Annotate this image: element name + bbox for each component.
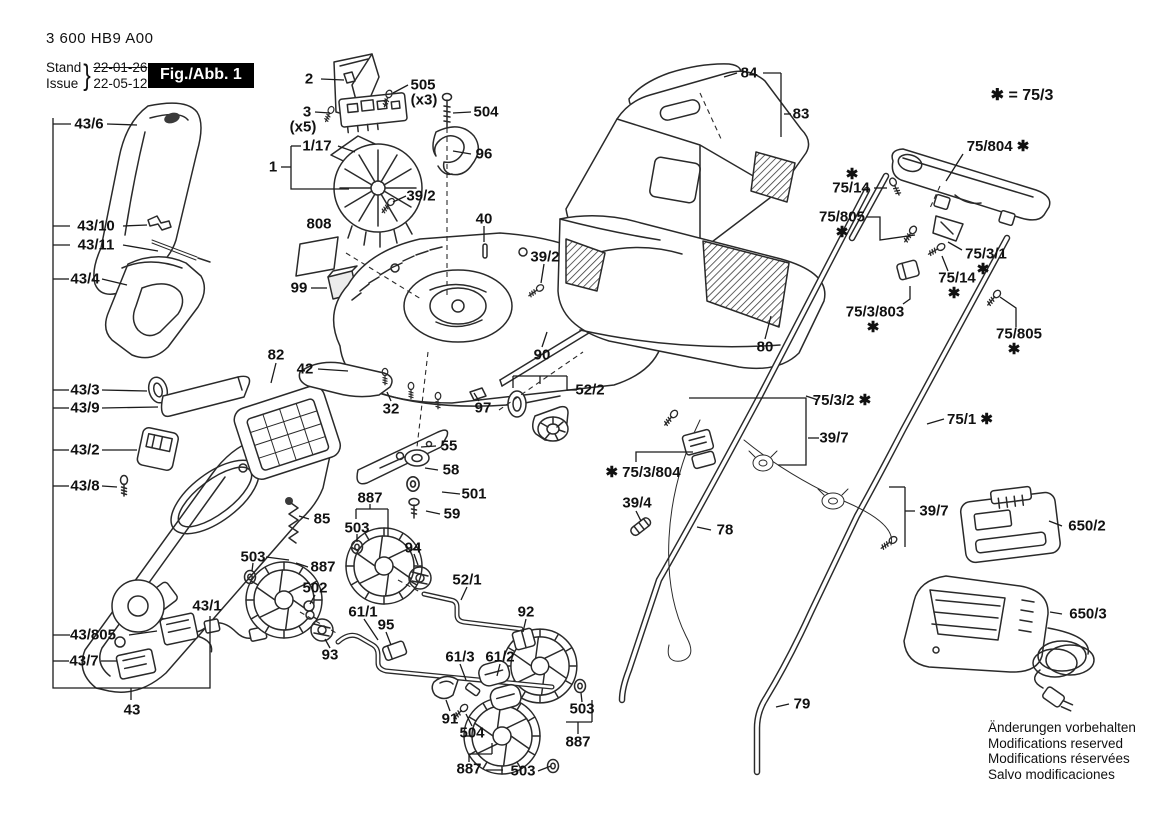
type-number: 3 600 HB9 A00 — [46, 30, 154, 47]
callout-75-3-1: 75/3/1 — [965, 245, 1007, 263]
screw-shape — [443, 94, 452, 129]
switch-shape — [136, 427, 179, 472]
screw-icon — [902, 225, 918, 244]
cable-clamp-shape — [682, 429, 718, 470]
leader-line — [927, 419, 944, 424]
callout-: ✱ — [835, 224, 849, 241]
trim-shape — [162, 376, 250, 416]
leader-line — [364, 619, 378, 640]
callout-503: 503 — [240, 548, 266, 566]
callout-505: 505 — [410, 76, 436, 94]
bearing-group-shape — [508, 391, 568, 441]
callout-75-805: 75/805 — [996, 325, 1042, 343]
callout-93: 93 — [321, 646, 339, 664]
callout-887: 887 — [565, 733, 591, 751]
key-shape — [465, 683, 480, 697]
callout-75-1: 75/1 ✱ — [947, 411, 993, 428]
callout-80: 80 — [756, 338, 774, 356]
callout-91: 91 — [441, 710, 459, 728]
callout-97: 97 — [474, 399, 492, 417]
washer-icon — [575, 680, 586, 693]
callout-52-2: 52/2 — [575, 381, 605, 399]
leader-line — [1050, 612, 1062, 614]
screw-icon — [879, 535, 898, 551]
callout-61-2: 61/2 — [485, 648, 515, 666]
sticker-shape — [296, 237, 338, 276]
screw-icon — [662, 409, 679, 427]
asterisk-legend: ✱ = 75/3 — [990, 87, 1054, 104]
leader-line — [453, 112, 471, 113]
leader-line — [636, 511, 641, 521]
issue-label: Issue — [46, 76, 79, 91]
blade-shape — [357, 430, 447, 484]
callout-43-1: 43/1 — [192, 597, 222, 615]
callout-39-2: 39/2 — [406, 187, 436, 205]
clamp-shape — [433, 127, 478, 175]
callout-92: 92 — [517, 603, 535, 621]
modification-notes — [988, 720, 1136, 782]
nut-shape — [304, 601, 314, 619]
callout-504: 504 — [473, 103, 499, 121]
battery-pack-shape — [959, 483, 1062, 563]
callout-78: 78 — [716, 521, 734, 539]
callout-61-3: 61/3 — [445, 648, 475, 666]
callout-52-1: 52/1 — [452, 571, 482, 589]
callout-43-8: 43/8 — [70, 477, 100, 495]
callout-55: 55 — [440, 437, 458, 455]
callout-75-14: 75/14 — [938, 269, 976, 287]
leader-line — [386, 632, 391, 645]
callout-75-14: 75/14 — [832, 179, 870, 197]
callout-650-3: 650/3 — [1069, 605, 1107, 623]
leader-line — [102, 390, 147, 391]
modification-note: Salvo modificaciones — [988, 766, 1115, 782]
callout-61-1: 61/1 — [348, 603, 378, 621]
leader-line — [461, 587, 467, 600]
callout-79: 79 — [793, 695, 811, 713]
callout-43-7: 43/7 — [69, 652, 99, 670]
pcb-shape — [339, 93, 408, 134]
callout-x5: (x5) — [289, 118, 317, 136]
charger-shape — [904, 576, 1094, 715]
callout-650-2: 650/2 — [1068, 517, 1106, 535]
callout-x3: (x3) — [410, 91, 438, 109]
callout-84: 84 — [740, 64, 758, 82]
washer-icon — [407, 477, 419, 491]
leader-line — [1000, 297, 1016, 327]
callout-43-9: 43/9 — [70, 399, 100, 417]
leader-line — [271, 363, 276, 383]
callout-43-3: 43/3 — [70, 381, 100, 399]
callout-: ✱ — [866, 319, 880, 336]
stand-issue-block — [46, 60, 147, 92]
callout-42: 42 — [296, 360, 314, 378]
clip-shape — [382, 640, 407, 661]
leader-line — [446, 700, 450, 711]
leader-line — [442, 492, 460, 494]
blade-hub-shape — [405, 450, 429, 466]
callout-43-805: 43/805 — [70, 626, 116, 644]
leader-line — [697, 527, 711, 530]
callout-43: 43 — [123, 701, 141, 719]
hubcap-shape — [311, 619, 333, 641]
callout-43-10: 43/10 — [77, 217, 115, 235]
callout-94: 94 — [404, 539, 422, 557]
callout-808: 808 — [306, 215, 332, 233]
axle-rod-shape — [424, 594, 521, 629]
leader-line — [866, 217, 915, 240]
leader-line — [393, 85, 408, 93]
callout-503: 503 — [344, 519, 370, 537]
callout-887: 887 — [456, 760, 482, 778]
callout-503: 503 — [569, 700, 595, 718]
callout-43-6: 43/6 — [74, 115, 104, 133]
leader-line — [266, 557, 289, 560]
callout-43-11: 43/11 — [77, 236, 115, 254]
callout-: ✱ — [947, 285, 961, 302]
callout-75-3-2: 75/3/2 ✱ — [812, 392, 872, 409]
callout-504: 504 — [459, 724, 485, 742]
callout-39-4: 39/4 — [622, 494, 652, 512]
callout-43-4: 43/4 — [70, 270, 100, 288]
callout-82: 82 — [267, 346, 285, 364]
callout-43-2: 43/2 — [70, 441, 100, 459]
blade-bolt-shape — [409, 499, 419, 519]
callout-85: 85 — [313, 510, 331, 528]
leader-line — [426, 511, 440, 514]
callout-90: 90 — [533, 346, 551, 364]
callout-59: 59 — [443, 505, 461, 523]
screw-icon — [121, 476, 128, 497]
modification-note: Änderungen vorbehalten — [988, 720, 1136, 735]
callout-503: 503 — [510, 762, 536, 780]
callout-3: 3 — [302, 103, 312, 121]
bearing-half-shape — [432, 676, 458, 698]
figure-label: Fig./Abb. 1 — [148, 63, 254, 88]
callout-501: 501 — [461, 485, 487, 503]
brace-glyph: } — [83, 59, 92, 92]
callout-1-17: 1/17 — [302, 137, 332, 155]
leader-line — [903, 286, 910, 304]
leader-line — [102, 486, 117, 487]
callout-39-2: 39/2 — [530, 248, 560, 266]
callout-32: 32 — [382, 400, 400, 418]
callout-95: 95 — [377, 616, 395, 634]
callout-96: 96 — [475, 145, 493, 163]
screw-icon — [985, 289, 1002, 307]
callout-1: 1 — [268, 158, 278, 176]
callout-75-3-803: 75/3/803 — [845, 303, 905, 321]
stand-date-old: 22-01-26 — [93, 60, 148, 75]
callout-39-7: 39/7 — [919, 502, 949, 520]
screw-icon — [927, 242, 946, 257]
stand-label: Stand — [46, 60, 82, 75]
leader-line — [948, 242, 962, 250]
callout-502: 502 — [302, 579, 328, 597]
callout-2: 2 — [304, 70, 314, 88]
callout-75-3-804: ✱ 75/3/804 — [605, 464, 681, 481]
callout-75-805: 75/805 — [819, 208, 865, 226]
modification-note: Modifications réservées — [988, 751, 1130, 766]
callout-887: 887 — [357, 489, 383, 507]
leader-line — [102, 407, 158, 408]
callout-40: 40 — [475, 210, 493, 228]
modification-note: Modifications reserved — [988, 735, 1124, 751]
leader-line — [776, 704, 789, 707]
cable-guide-shape — [896, 260, 919, 281]
callout-75-804: 75/804 ✱ — [966, 138, 1030, 155]
callout-58: 58 — [442, 461, 460, 479]
handlebar-shape — [892, 149, 1050, 226]
callout-887: 887 — [310, 558, 336, 576]
callout-: ✱ — [976, 261, 990, 278]
screw-icon — [323, 106, 335, 123]
callout-83: 83 — [792, 105, 810, 123]
washer-icon — [548, 760, 559, 773]
leader-line — [425, 468, 438, 470]
clamp-wedge-shape — [933, 216, 963, 241]
callout-99: 99 — [290, 279, 308, 297]
callout-39-7: 39/7 — [819, 429, 849, 447]
issue-date: 22-05-12 — [93, 76, 148, 91]
callout-: ✱ — [845, 166, 859, 183]
callout-: ✱ — [1007, 341, 1021, 358]
